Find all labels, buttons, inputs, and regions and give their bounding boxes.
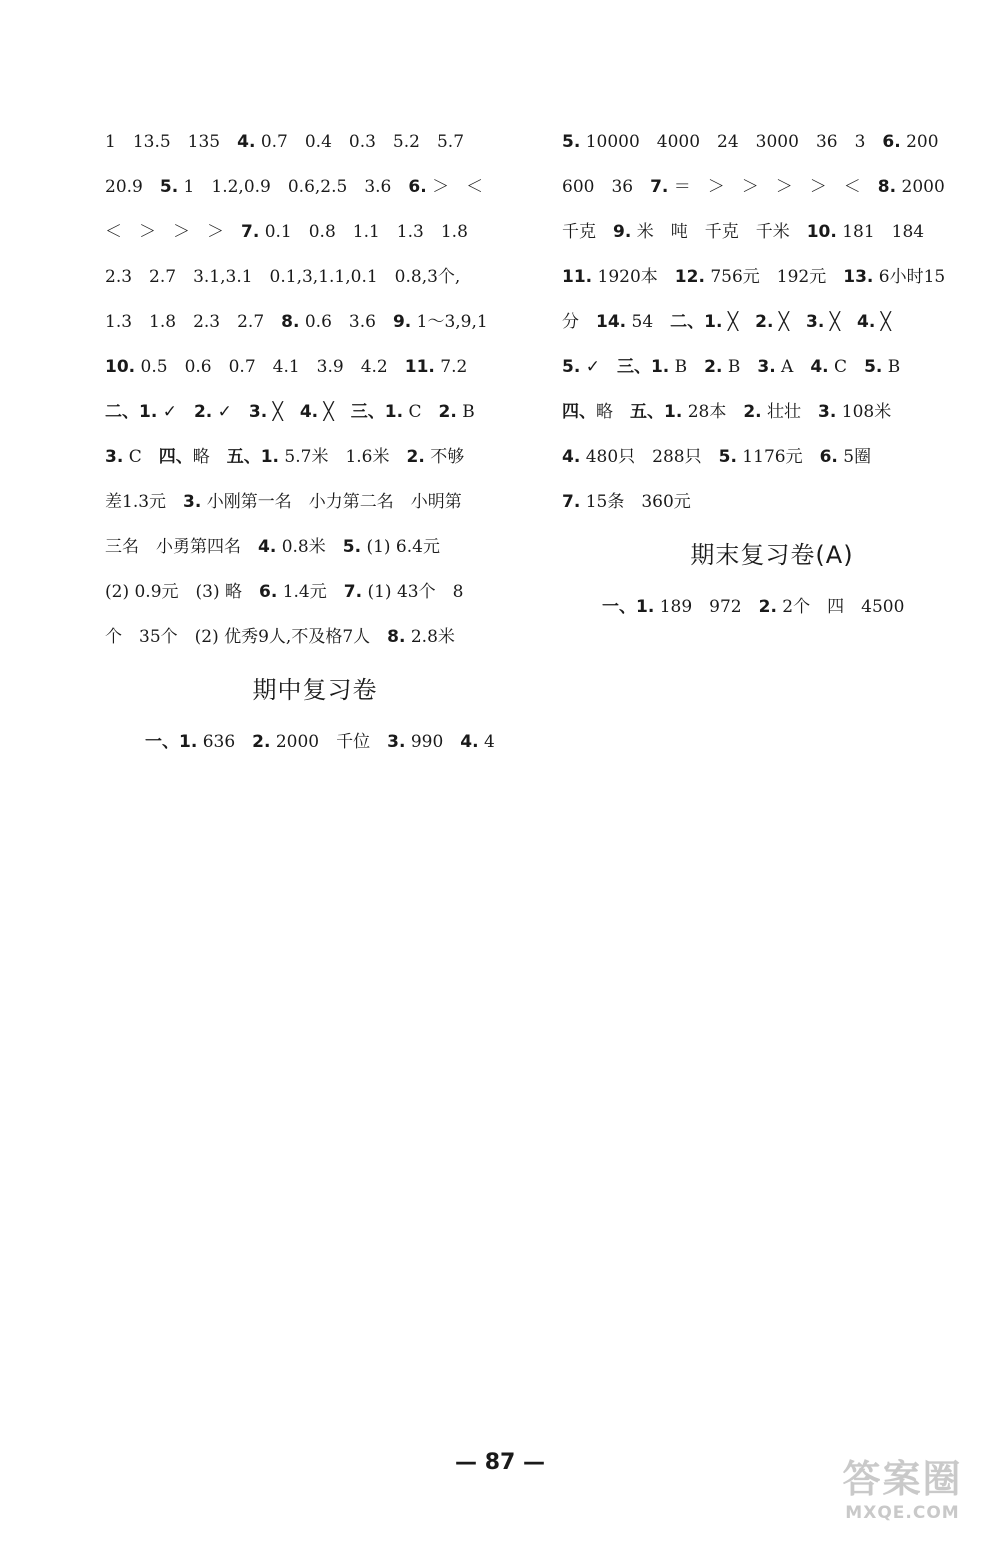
answer-line: 5. ✓ 三、1. B 2. B 3. A 4. C 5. B (562, 357, 901, 377)
watermark-logo (815, 1455, 990, 1537)
answer-line: 差1.3元 3. 小刚第一名 小力第二名 小明第 (105, 492, 462, 512)
answer-line: 10. 0.5 0.6 0.7 4.1 3.9 4.2 11. 7.2 (105, 357, 468, 377)
answer-line: 四、略 五、1. 28本 2. 壮壮 3. 108米 (562, 402, 892, 422)
answer-line: 个 35个 (2) 优秀9人,不及格7人 8. 2.8米 (105, 627, 455, 647)
final-exam-title: 期末复习卷(A) (690, 541, 854, 569)
answer-line: 7. 15条 360元 (562, 492, 691, 512)
midterm-title: 期中复习卷 (252, 676, 378, 704)
answer-line: 600 36 7. ＝ ＞ ＞ ＞ ＞ ＜ 8. 2000 (562, 177, 945, 197)
answer-line: 分 14. 54 二、1. ╳ 2. ╳ 3. ╳ 4. ╳ (562, 312, 891, 332)
answer-line: 二、1. ✓ 2. ✓ 3. ╳ 4. ╳ 三、1. C 2. B (105, 402, 475, 422)
right-column (562, 120, 982, 630)
answer-line: 4. 480只 288只 5. 1176元 6. 5圈 (562, 447, 872, 467)
answer-line: 11. 1920本 12. 756元 192元 13. 6小时15 (562, 267, 946, 287)
answer-line: ＜ ＞ ＞ ＞ 7. 0.1 0.8 1.1 1.3 1.8 (105, 222, 468, 242)
answer-line: 3. C 四、略 五、1. 5.7米 1.6米 2. 不够 (105, 447, 465, 467)
watermark-url: MXQE.COM (845, 1503, 960, 1523)
answer-line: 一、1. 636 2. 2000 千位 3. 990 4. 4 (145, 732, 495, 752)
answer-line: 1 13.5 135 4. 0.7 0.4 0.3 5.2 5.7 (105, 132, 465, 152)
answer-line: 1.3 1.8 2.3 2.7 8. 0.6 3.6 9. 1～3,9,1 (105, 312, 488, 332)
watermark-text: 答案圈 (842, 1457, 963, 1501)
answer-line: 一、1. 189 972 2. 2个 四 4500 (602, 597, 905, 617)
page-number: — 87 — (455, 1450, 545, 1475)
answer-line: (2) 0.9元 (3) 略 6. 1.4元 7. (1) 43个 8 (105, 582, 464, 602)
answer-line: 千克 9. 米 吨 千克 千米 10. 181 184 (562, 222, 925, 242)
left-column (105, 120, 525, 765)
answer-line: 2.3 2.7 3.1,3.1 0.1,3,1.1,0.1 0.8,3个, (105, 267, 461, 287)
answer-line: 三名 小勇第四名 4. 0.8米 5. (1) 6.4元 (105, 537, 440, 557)
answer-line: 20.9 5. 1 1.2,0.9 0.6,2.5 3.6 6. ＞ ＜ (105, 177, 484, 197)
answer-line: 5. 10000 4000 24 3000 36 3 6. 200 (562, 132, 939, 152)
